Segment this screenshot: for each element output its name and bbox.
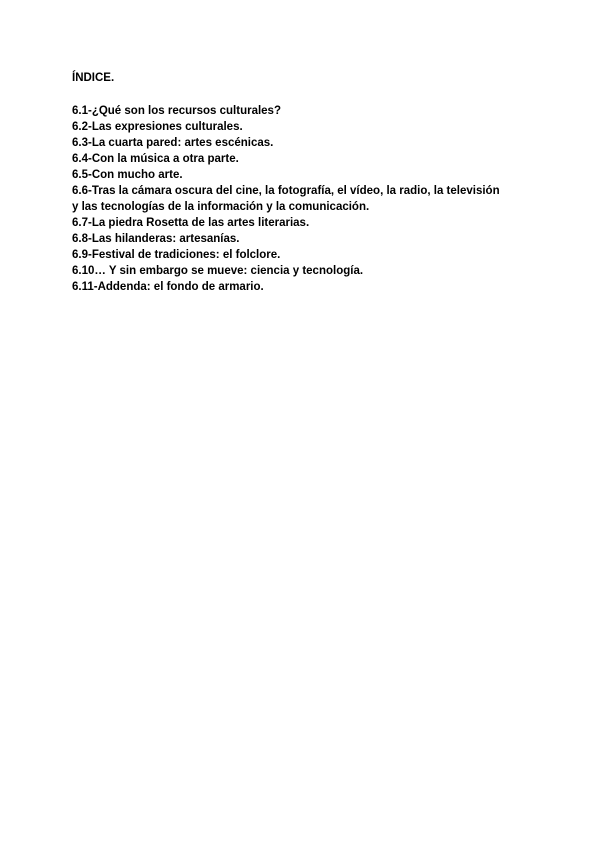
toc-entry-6-8: 6.8-Las hilanderas: artesanías.	[72, 233, 240, 245]
toc-entry-6-6-continued: y las tecnologías de la información y la comunicación.	[72, 201, 370, 213]
toc-entry-6-1: 6.1-¿Qué son los recursos culturales?	[72, 105, 281, 117]
table-of-contents	[72, 103, 532, 295]
toc-entry-6-11: 6.11-Addenda: el fondo de armario.	[72, 281, 264, 293]
toc-entry-6-5: 6.5-Con mucho arte.	[72, 169, 183, 181]
toc-entry-6-3: 6.3-La cuarta pared: artes escénicas.	[72, 137, 274, 149]
toc-entry-6-7: 6.7-La piedra Rosetta de las artes literarias.	[72, 217, 310, 229]
toc-entry-6-6: 6.6-Tras la cámara oscura del cine, la fotografía, el vídeo, la radio, la televisión	[72, 185, 500, 197]
toc-entry-6-4: 6.4-Con la música a otra parte.	[72, 153, 239, 165]
toc-entry-6-2: 6.2-Las expresiones culturales.	[72, 121, 243, 133]
index-title: ÍNDICE.	[72, 72, 115, 84]
toc-entry-6-10: 6.10… Y sin embargo se mueve: ciencia y tecnología.	[72, 265, 364, 277]
toc-entry-6-9: 6.9-Festival de tradiciones: el folclore.	[72, 249, 281, 261]
